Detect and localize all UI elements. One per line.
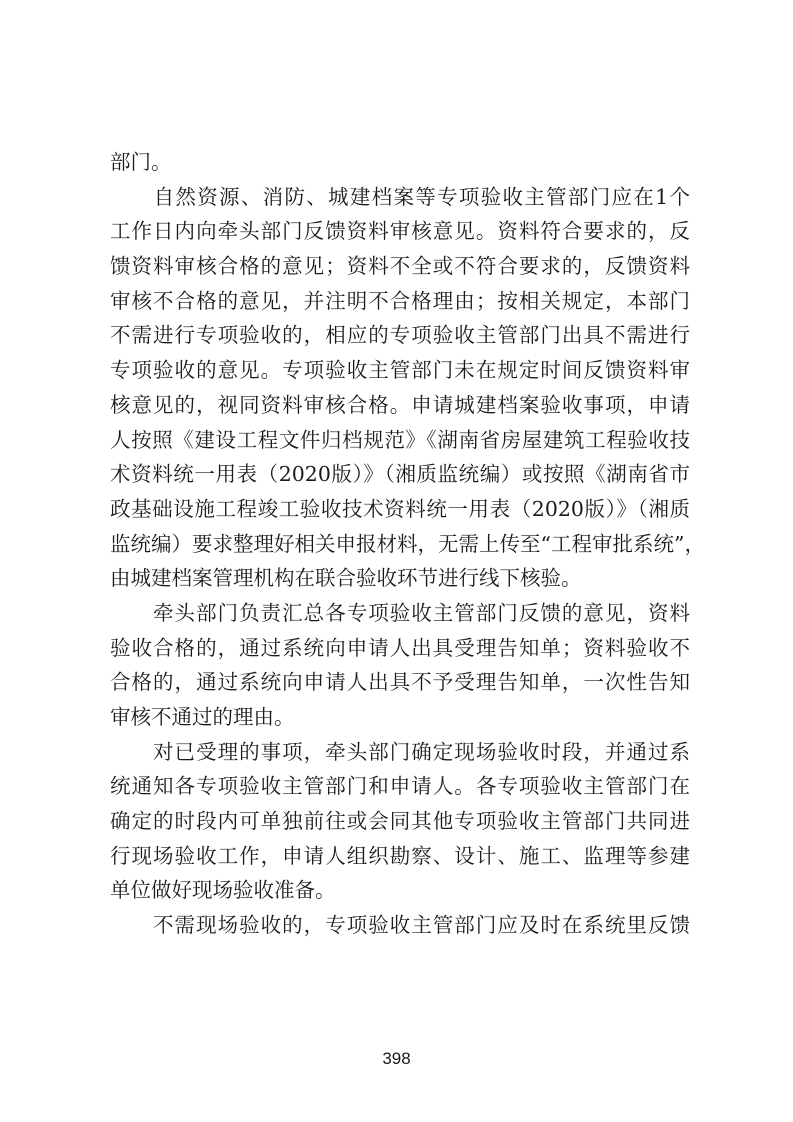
text-line: 专项验收的意见。专项验收主管部门未在规定时间反馈资料审 — [110, 358, 690, 383]
body-text — [110, 145, 705, 943]
text-line: 行现场验收工作，申请人组织勘察、设计、施工、监理等参建 — [110, 843, 690, 868]
text-line: 工作日内向牵头部门反馈资料审核意见。资料符合要求的，反 — [110, 219, 690, 244]
text-line: 确定的时段内可单独前往或会同其他专项验收主管部门共同进 — [110, 809, 690, 834]
text-line: 自然资源、消防、城建档案等专项验收主管部门应在1个 — [110, 184, 690, 209]
paragraph — [110, 180, 705, 596]
text-line: 由城建档案管理机构在联合验收环节进行线下核验。 — [110, 566, 582, 591]
text-line: 人按照《建设工程文件归档规范》《湖南省房屋建筑工程验收技 — [110, 427, 690, 452]
text-line: 审核不合格的意见，并注明不合格理由；按相关规定，本部门 — [110, 288, 690, 313]
text-line: 牵头部门负责汇总各专项验收主管部门反馈的意见，资料 — [110, 600, 690, 625]
paragraph — [110, 145, 690, 180]
page-number: 398 — [382, 1049, 411, 1068]
text-line: 监统编）要求整理好相关申报材料，无需上传至“工程审批系统”， — [110, 531, 705, 556]
text-line: 对已受理的事项，牵头部门确定现场验收时段，并通过系 — [110, 739, 690, 764]
paragraph — [110, 596, 690, 735]
text-line: 合格的，通过系统向申请人出具不予受理告知单，一次性告知 — [110, 670, 690, 695]
text-line: 验收合格的，通过系统向申请人出具受理告知单；资料验收不 — [110, 635, 690, 660]
text-line: 不需进行专项验收的，相应的专项验收主管部门出具不需进行 — [110, 323, 690, 348]
paragraph — [110, 735, 690, 908]
text-line: 术资料统一用表（2020版）》（湘质监统编）或按照《湖南省市 — [110, 462, 690, 487]
text-line: 不需现场验收的，专项验收主管部门应及时在系统里反馈 — [110, 913, 690, 938]
text-line: 单位做好现场验收准备。 — [110, 878, 336, 903]
text-line: 部门。 — [110, 150, 172, 174]
text-line: 政基础设施工程竣工验收技术资料统一用表（2020版）》（湘质 — [110, 496, 690, 521]
text-line: 审核不通过的理由。 — [110, 705, 295, 729]
text-line: 核意见的，视同资料审核合格。申请城建档案验收事项，申请 — [110, 392, 690, 417]
text-line: 统通知各专项验收主管部门和申请人。各专项验收主管部门在 — [110, 774, 690, 799]
paragraph — [110, 908, 690, 943]
text-line: 馈资料审核合格的意见；资料不全或不符合要求的，反馈资料 — [110, 254, 690, 279]
